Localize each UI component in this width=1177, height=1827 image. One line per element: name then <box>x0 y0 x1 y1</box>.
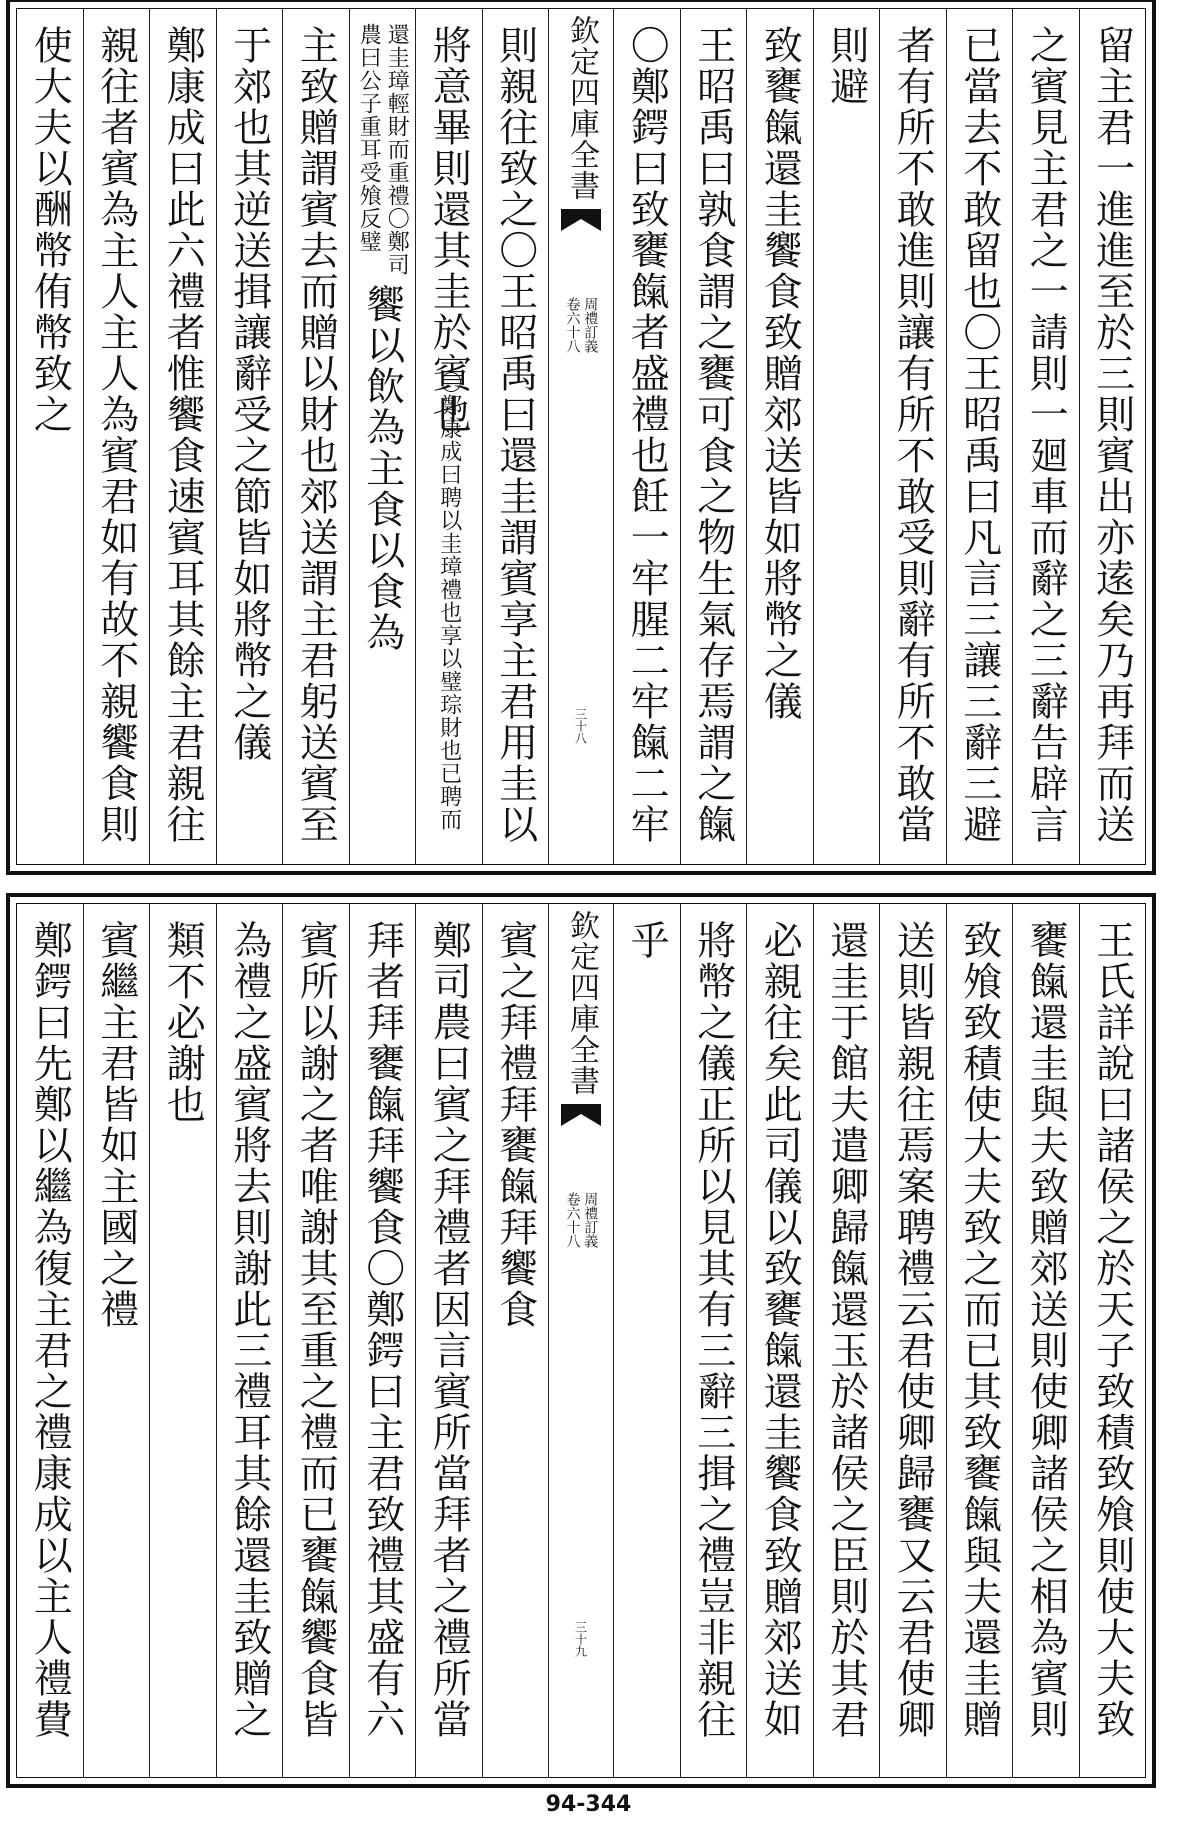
text-column <box>946 904 1013 1777</box>
column-text: 鄭司農曰賓之拜禮者因言賓所當拜者之禮所當 <box>426 920 472 1740</box>
leaf-number: 三十八 <box>573 708 588 744</box>
column-text: 饗以飲為主食以食為 <box>359 284 405 653</box>
center-fold <box>548 904 613 1777</box>
collection-title: 周禮訂義 <box>582 297 599 353</box>
text-column <box>482 904 549 1777</box>
column-text: 送則皆親往焉案聘禮云君使卿歸饔又云君使卿 <box>890 920 936 1740</box>
column-text: 賓繼主君皆如主國之禮 <box>93 920 139 1330</box>
column-text: 已當去不敢留也〇王昭禹曰凡言三讓三辭三避 <box>956 25 1002 845</box>
text-column <box>149 904 216 1777</box>
text-column <box>349 9 416 864</box>
column-text: 鄭鍔曰先鄭以繼為復主君之禮康成以主人禮費 <box>27 920 73 1740</box>
book-title: 欽定四庫全書 <box>564 910 599 1096</box>
column-text: 將幣之儀正所以見其有三辭三揖之禮豈非親往 <box>690 920 736 1740</box>
column-text: 賓之拜禮拜饔餼拜饗食 <box>492 920 538 1330</box>
column-text: 必親往矣此司儀以致饔餼還圭饗食致贈郊送如 <box>757 920 803 1740</box>
column-text: 留主君一進進至於三則賓出亦逺矣乃再拜而送 <box>1089 25 1135 845</box>
lower-page <box>6 893 1156 1788</box>
fish-tail-mark-icon <box>561 209 601 231</box>
text-column <box>349 904 416 1777</box>
column-text: 饔餼還圭與夫致贈郊送則使卿諸侯之相為賓則 <box>1023 920 1069 1740</box>
fish-tail-mark-icon <box>561 1104 601 1126</box>
text-column <box>216 904 283 1777</box>
text-column <box>415 9 482 864</box>
text-column <box>17 904 83 1777</box>
commentary-note <box>438 365 460 831</box>
volume-number: 卷六十八 <box>564 1192 581 1248</box>
column-text: 主致贈謂賓去而贈以財也郊送謂主君躬送賓至 <box>293 25 339 845</box>
column-text: 拜者拜饔餼拜饗食〇鄭鍔曰主君致禮其盛有六 <box>359 920 405 1740</box>
column-text: 則避 <box>823 25 869 107</box>
note-text: 農曰公子重耳受飧反璧 <box>356 23 382 253</box>
text-column <box>879 9 946 864</box>
note-text: 還圭璋輕財而重禮〇鄭司 <box>384 23 410 276</box>
text-column <box>282 9 349 864</box>
text-column <box>1012 9 1079 864</box>
column-text: 類不必謝也 <box>160 920 206 1125</box>
column-text: 之賓見主君之一請則一廻車而辭之三辭告辟言 <box>1023 25 1069 845</box>
column-text: 則親往致之〇王昭禹曰還圭謂賓享主君用圭以 <box>492 25 538 845</box>
text-column <box>746 9 813 864</box>
column-text: 使大夫以酬幣侑幣致之 <box>27 25 73 435</box>
column-text: 王氏詳說曰諸侯之於天子致積致飧則使大夫致 <box>1089 920 1135 1740</box>
text-column <box>83 904 150 1777</box>
volume-label <box>565 297 597 353</box>
column-text: 為禮之盛賓將去則謝此三禮耳其餘還圭致贈之 <box>226 920 272 1740</box>
text-column <box>813 904 880 1777</box>
text-column <box>282 904 349 1777</box>
book-title: 欽定四庫全書 <box>564 15 599 201</box>
column-text: 賓所以謝之者唯謝其至重之禮而已饔餼饗食皆 <box>293 920 339 1740</box>
text-column <box>946 9 1013 864</box>
text-column <box>482 9 549 864</box>
column-text: 〇鄭鍔曰致饔餼者盛禮也飪一牢腥二牢餼二牢 <box>624 25 670 845</box>
column-text: 鄭康成曰此六禮者惟饗食速賓耳其餘主君親往 <box>160 25 206 845</box>
text-column <box>83 9 150 864</box>
text-column <box>149 9 216 864</box>
text-column <box>613 904 680 1777</box>
column-text: 王昭禹曰孰食謂之饔可食之物生氣存焉謂之餼 <box>690 25 736 845</box>
note-text: 〇鄭康成曰聘以圭璋禮也享以璧琮財也已聘而 <box>436 371 462 831</box>
volume-number: 卷六十八 <box>564 297 581 353</box>
text-column <box>216 9 283 864</box>
text-column <box>680 9 747 864</box>
text-column <box>1079 904 1146 1777</box>
column-text: 致饔餼還圭饗食致贈郊送皆如將幣之儀 <box>757 25 803 722</box>
column-text: 于郊也其逆送揖讓辭受之節皆如將幣之儀 <box>226 25 272 763</box>
text-column <box>879 904 946 1777</box>
column-text: 還圭于館夫遣卿歸餼還玉於諸侯之臣則於其君 <box>823 920 869 1740</box>
column-text: 親往者賓為主人主人為賓君如有故不親饗食則 <box>93 25 139 845</box>
text-column <box>415 904 482 1777</box>
column-text: 乎 <box>624 920 670 961</box>
text-column <box>613 9 680 864</box>
upper-page <box>6 0 1156 875</box>
text-column <box>813 9 880 864</box>
text-column <box>1079 9 1146 864</box>
lower-page-frame <box>16 903 1146 1778</box>
text-column <box>17 9 83 864</box>
column-text: 將意畢則還其圭於賓也 <box>426 25 472 435</box>
page-number: 94-344 <box>545 1792 632 1817</box>
upper-page-frame <box>16 8 1146 865</box>
text-column <box>1012 904 1079 1777</box>
text-column <box>680 904 747 1777</box>
leaf-number: 三十九 <box>573 1621 588 1657</box>
center-fold <box>548 9 613 864</box>
collection-title: 周禮訂義 <box>582 1192 599 1248</box>
volume-label <box>565 1192 597 1248</box>
text-column <box>746 904 813 1777</box>
commentary-note <box>356 9 410 276</box>
column-text: 者有所不敢進則讓有所不敢受則辭有所不敢當 <box>890 25 936 845</box>
column-text: 致飧致積使大夫致之而已其致饔餼與夫還圭贈 <box>956 920 1002 1740</box>
